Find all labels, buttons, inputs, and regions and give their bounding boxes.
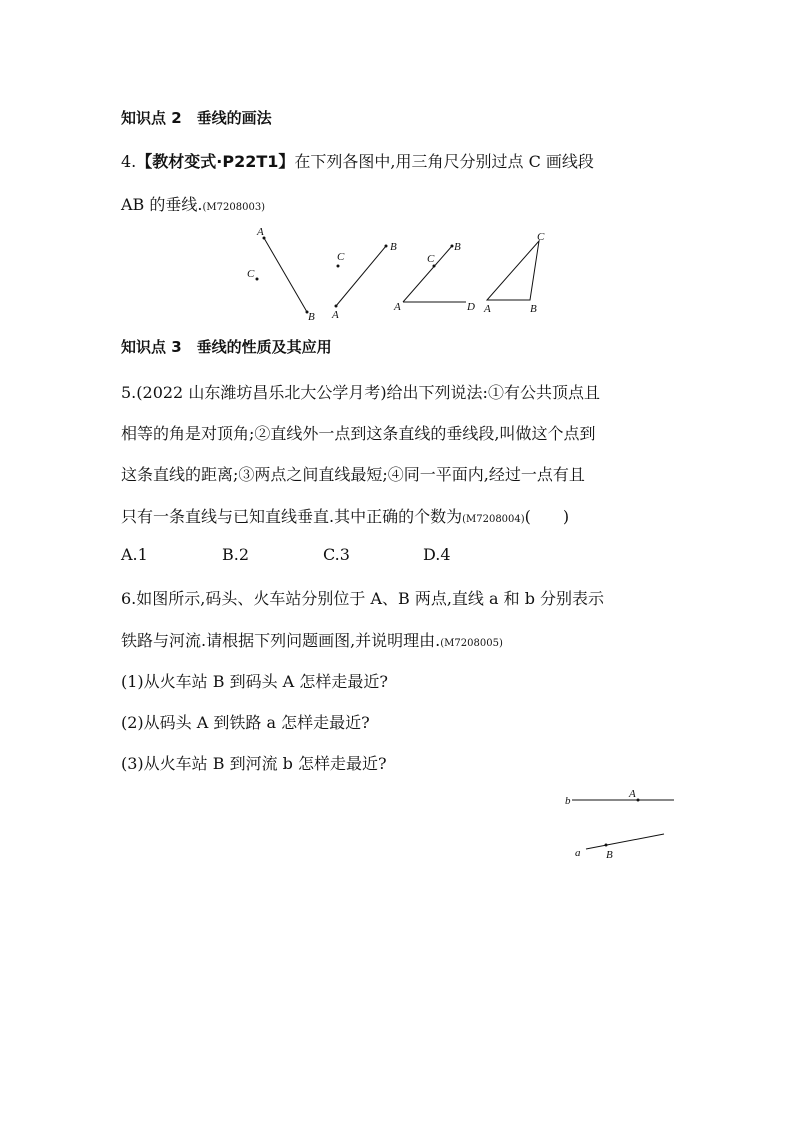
q6-line2 [121, 628, 503, 651]
q5-option-c: C.3 [323, 545, 350, 564]
fig4-label-a3: A [394, 301, 401, 313]
q4-text2: AB 的垂线. [121, 195, 203, 214]
q4-figure [0, 222, 794, 322]
q5-line4 [121, 504, 569, 527]
fig6-label-b-point: B [606, 849, 613, 861]
fig4-label-a4: A [484, 303, 491, 315]
q6-line2-text: 铁路与河流.请根据下列问题画图,并说明理由. [121, 631, 441, 650]
fig4-label-c1: C [247, 268, 255, 280]
q4-line1 [121, 149, 594, 172]
fig4-label-c4: C [537, 231, 545, 243]
fig4-label-b1: B [308, 311, 315, 322]
q4-line2 [121, 192, 265, 215]
q4-tag: 【教材变式·P22T1】 [136, 152, 295, 171]
fig4-label-a2: A [332, 309, 339, 321]
q5-code: (M7208004) [462, 514, 525, 525]
q5-option-a: A.1 [121, 545, 148, 564]
q6-line1: 6.如图所示,码头、火车站分别位于 A、B 两点,直线 a 和 b 分别表示 [121, 589, 605, 608]
q6-sub-1: (1)从火车站 B 到码头 A 怎样走最近? [121, 672, 388, 691]
q6-code: (M7208005) [440, 638, 503, 649]
fig4-label-a1: A [257, 226, 264, 238]
q4-code: (M7208003) [202, 202, 266, 213]
q4-text1: 在下列各图中,用三角尺分别过点 C 画线段 [294, 152, 594, 171]
fig4-label-b2: B [390, 241, 397, 253]
fig6-label-a-line: a [575, 847, 581, 859]
q5-line4-text: 只有一条直线与已知直线垂直.其中正确的个数为 [121, 507, 463, 526]
fig6-label-a-point: A [629, 788, 636, 800]
section-title-2: 知识点 2 垂线的画法 [121, 109, 272, 127]
fig6-label-b: b [565, 795, 571, 807]
fig4-label-b4: B [530, 303, 537, 315]
q6-figure [0, 785, 794, 865]
fig4-label-b3: B [454, 241, 461, 253]
q6-sub-3: (3)从火车站 B 到河流 b 怎样走最近? [121, 754, 387, 773]
q5-option-b: B.2 [222, 545, 250, 564]
fig4-label-c2: C [337, 251, 345, 263]
q5-line3: 这条直线的距离;③两点之间直线最短;④同一平面内,经过一点有且 [121, 465, 585, 484]
q5-line2: 相等的角是对顶角;②直线外一点到这条直线的垂线段,叫做这个点到 [121, 424, 596, 443]
q6-sub-2: (2)从码头 A 到铁路 a 怎样走最近? [121, 713, 370, 732]
q5-options [121, 545, 481, 567]
q5-answer-paren: ( ) [524, 507, 570, 526]
fig4-label-d3: D [467, 301, 475, 313]
fig4-label-c3: C [427, 253, 435, 265]
q5-option-d: D.4 [423, 545, 451, 564]
q4-number: 4. [121, 152, 137, 171]
section-title-3: 知识点 3 垂线的性质及其应用 [121, 338, 332, 356]
q5-line1: 5.(2022 山东潍坊昌乐北大公学月考)给出下列说法:①有公共顶点且 [121, 383, 600, 402]
